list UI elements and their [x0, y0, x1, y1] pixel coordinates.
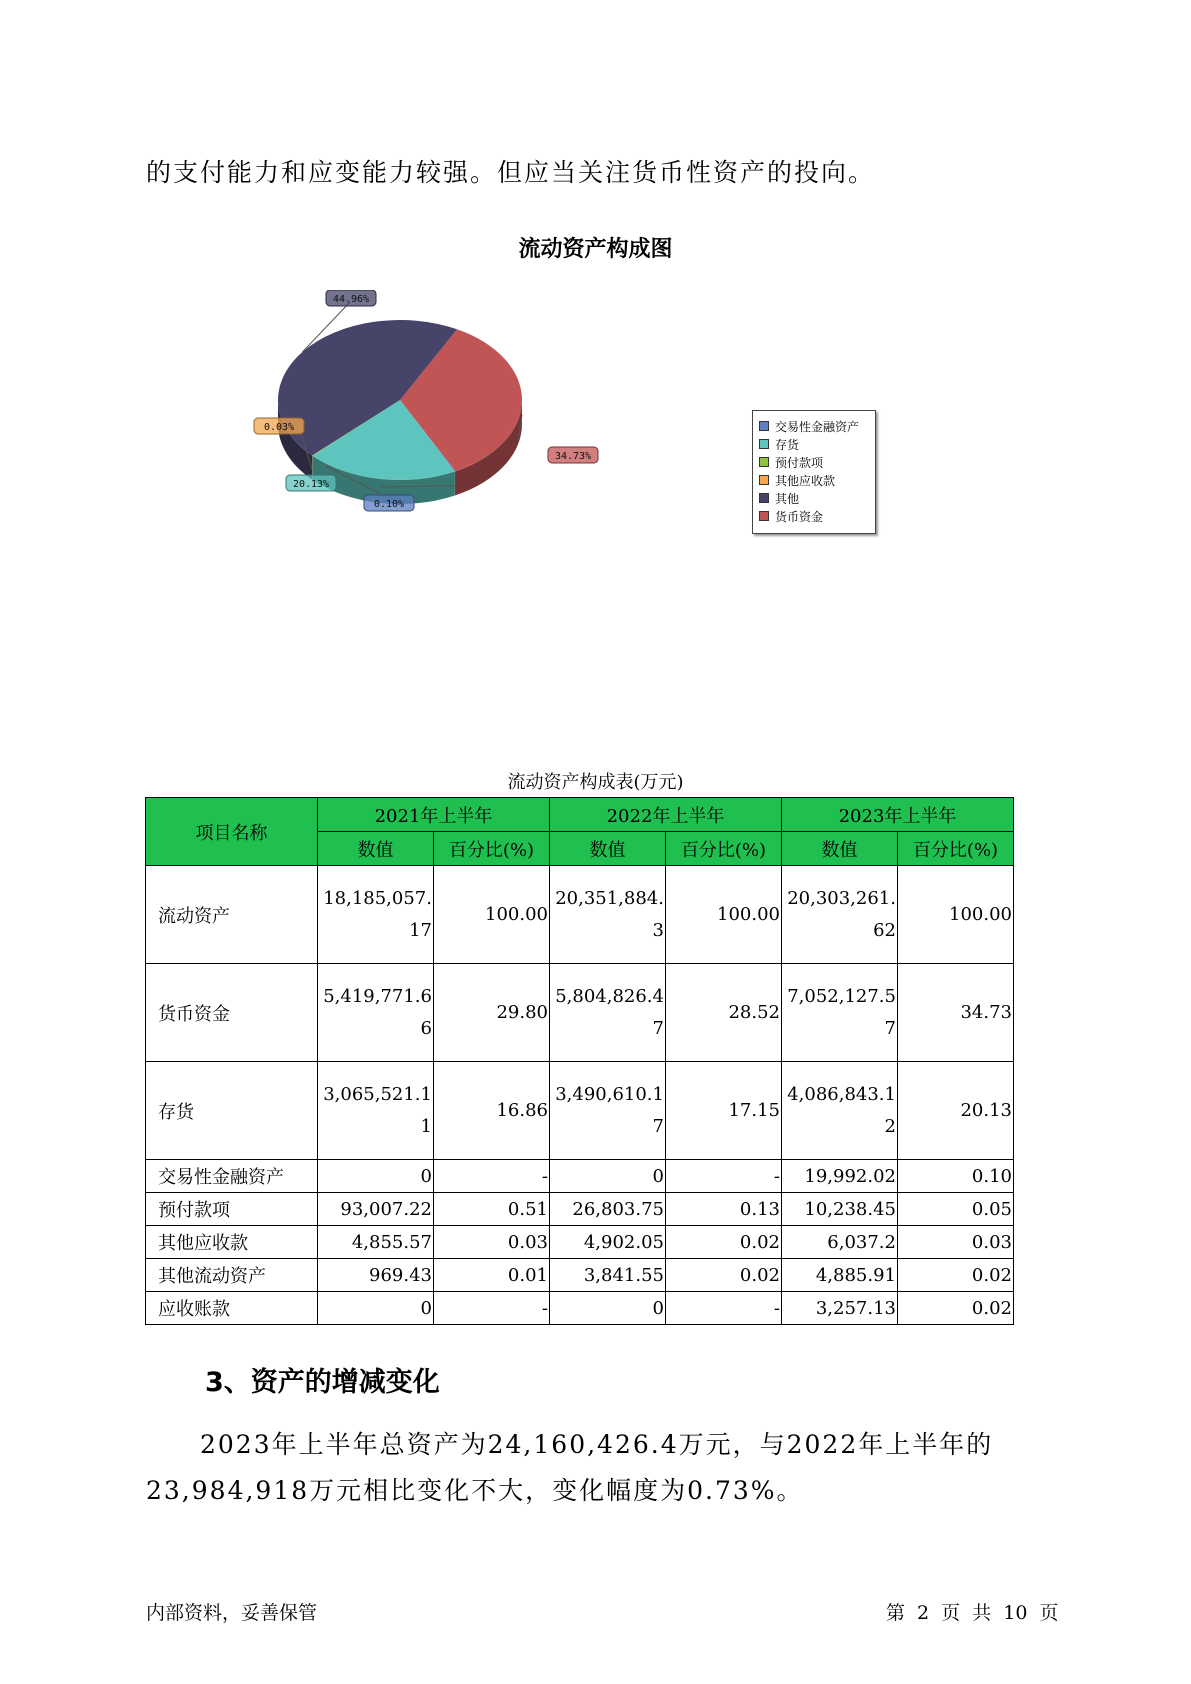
- table-row: [146, 1160, 1014, 1193]
- header-percent: 百分比(%): [434, 832, 550, 866]
- header-value: 数值: [318, 832, 434, 866]
- row-label: 其他应收款: [146, 1226, 318, 1259]
- pie-side-0: [455, 471, 456, 495]
- table-row: [146, 1292, 1014, 1325]
- value-cell: [318, 1259, 434, 1292]
- legend-label: 其他应收款: [775, 473, 836, 488]
- cell-text: 100.00: [717, 904, 780, 925]
- header-value: 数值: [782, 832, 898, 866]
- cell-text: -: [773, 1165, 780, 1187]
- chart-title: 流动资产构成图: [518, 237, 673, 262]
- cell-text: 0: [420, 1297, 432, 1319]
- percent-cell: [434, 1259, 550, 1292]
- cell-text: 19,992.02: [804, 1165, 896, 1187]
- value-cell: [318, 1193, 434, 1226]
- cell-text: 4,855.57: [351, 1231, 432, 1253]
- legend-item: [759, 417, 869, 435]
- table-body: [146, 866, 1014, 1325]
- cell-text: 28.52: [728, 1002, 780, 1023]
- cell-text: 3: [652, 919, 664, 941]
- table-row: [146, 1062, 1014, 1160]
- cell-text: 3,065,521.1: [323, 1083, 432, 1105]
- legend-swatch: [759, 475, 769, 485]
- row-label: 货币资金: [146, 964, 318, 1062]
- cell-text: 34.73: [960, 1002, 1012, 1023]
- pie-data-label: 0.10%: [373, 499, 405, 510]
- cell-text: 17.15: [728, 1100, 780, 1121]
- percent-cell: [434, 1062, 550, 1160]
- cell-text: 2: [884, 1115, 896, 1137]
- header-percent: 百分比(%): [666, 832, 782, 866]
- row-label: 其他流动资产: [146, 1259, 318, 1292]
- legend-swatch: [759, 421, 769, 431]
- value-cell: [318, 1292, 434, 1325]
- header-year-2021: 2021年上半年: [318, 798, 550, 832]
- value-cell: [550, 866, 666, 964]
- cell-text: 4,885.91: [815, 1264, 896, 1286]
- legend-label: 其他: [775, 491, 800, 506]
- value-cell: [782, 964, 898, 1062]
- percent-cell: [434, 964, 550, 1062]
- cell-text: 0: [420, 1165, 432, 1187]
- cell-text: 20.13: [960, 1100, 1012, 1121]
- cell-text: 1: [420, 1115, 432, 1137]
- legend-item: [759, 435, 869, 453]
- cell-text: 62: [873, 919, 896, 941]
- row-label: 应收账款: [146, 1292, 318, 1325]
- cell-text: 26,803.75: [572, 1198, 664, 1220]
- cell-text: 20,303,261.: [787, 887, 896, 909]
- value-cell: [782, 1062, 898, 1160]
- percent-cell: [666, 1226, 782, 1259]
- value-cell: [782, 1226, 898, 1259]
- value-cell: [782, 1292, 898, 1325]
- percent-cell: [434, 1292, 550, 1325]
- cell-text: 0: [652, 1165, 664, 1187]
- cell-text: 0.01: [507, 1264, 548, 1286]
- percent-cell: [898, 866, 1014, 964]
- value-cell: [550, 1259, 666, 1292]
- pie-data-label: 34.73%: [554, 451, 592, 462]
- value-cell: [782, 1160, 898, 1193]
- current-assets-table: [145, 797, 1014, 1325]
- cell-text: 0.02: [971, 1264, 1012, 1286]
- value-cell: [550, 1062, 666, 1160]
- value-cell: [782, 866, 898, 964]
- pie-top: [278, 320, 522, 480]
- percent-cell: [898, 964, 1014, 1062]
- percent-cell: [898, 1292, 1014, 1325]
- cell-text: 3,841.55: [583, 1264, 664, 1286]
- cell-text: -: [541, 1165, 548, 1187]
- cell-text: 0.51: [507, 1198, 548, 1220]
- paragraph-body-line1: 2023年上半年总资产为24,160,426.4万元，与2022年上半年的: [200, 1430, 994, 1459]
- cell-text: 6: [420, 1017, 432, 1039]
- table-caption: 流动资产构成表(万元): [507, 772, 684, 793]
- percent-cell: [666, 1062, 782, 1160]
- cell-text: -: [773, 1297, 780, 1319]
- table-row: [146, 866, 1014, 964]
- cell-text: 0.02: [739, 1264, 780, 1286]
- row-label: 交易性金融资产: [146, 1160, 318, 1193]
- legend-item: [759, 489, 869, 507]
- header-item-name: 项目名称: [146, 798, 318, 866]
- row-label: 预付款项: [146, 1193, 318, 1226]
- cell-text: 5,804,826.4: [555, 985, 664, 1007]
- percent-cell: [898, 1193, 1014, 1226]
- percent-cell: [898, 1226, 1014, 1259]
- cell-text: 7,052,127.5: [787, 985, 896, 1007]
- percent-cell: [898, 1160, 1014, 1193]
- cell-text: 6,037.2: [827, 1231, 896, 1253]
- cell-text: 20,351,884.: [555, 887, 664, 909]
- cell-text: 0.05: [971, 1198, 1012, 1220]
- pie-chart: [230, 290, 630, 550]
- table-row: [146, 964, 1014, 1062]
- value-cell: [550, 1193, 666, 1226]
- table-row: [146, 1259, 1014, 1292]
- percent-cell: [666, 1160, 782, 1193]
- cell-text: 7: [884, 1017, 896, 1039]
- legend-label: 货币资金: [775, 509, 824, 524]
- chart-legend: [752, 410, 876, 534]
- cell-text: 4,086,843.1: [787, 1083, 896, 1105]
- legend-label: 预付款项: [775, 455, 824, 470]
- value-cell: [782, 1193, 898, 1226]
- cell-text: 0.02: [971, 1297, 1012, 1319]
- cell-text: 29.80: [496, 1002, 548, 1023]
- footer-page-number: 第 2 页 共 10 页: [886, 1602, 1059, 1624]
- cell-text: 10,238.45: [804, 1198, 896, 1220]
- percent-cell: [666, 1193, 782, 1226]
- cell-text: 0.02: [739, 1231, 780, 1253]
- header-value: 数值: [550, 832, 666, 866]
- cell-text: 100.00: [949, 904, 1012, 925]
- legend-label: 存货: [775, 437, 800, 452]
- value-cell: [550, 1292, 666, 1325]
- cell-text: 93,007.22: [340, 1198, 432, 1220]
- percent-cell: [434, 1160, 550, 1193]
- percent-cell: [898, 1062, 1014, 1160]
- cell-text: 100.00: [485, 904, 548, 925]
- cell-text: 16.86: [496, 1100, 548, 1121]
- percent-cell: [898, 1259, 1014, 1292]
- cell-text: 3,257.13: [815, 1297, 896, 1319]
- legend-swatch: [759, 457, 769, 467]
- cell-text: 17: [409, 919, 432, 941]
- row-label: 存货: [146, 1062, 318, 1160]
- row-label: 流动资产: [146, 866, 318, 964]
- paragraph-body-line2: 23,984,918万元相比变化不大，变化幅度为0.73%。: [146, 1476, 804, 1505]
- table-row: [146, 1226, 1014, 1259]
- cell-text: 18,185,057.: [323, 887, 432, 909]
- percent-cell: [666, 1292, 782, 1325]
- cell-text: 0.13: [739, 1198, 780, 1220]
- percent-cell: [434, 866, 550, 964]
- value-cell: [318, 1062, 434, 1160]
- value-cell: [318, 964, 434, 1062]
- cell-text: 0: [652, 1297, 664, 1319]
- percent-cell: [666, 964, 782, 1062]
- value-cell: [550, 1226, 666, 1259]
- header-year-2023: 2023年上半年: [782, 798, 1014, 832]
- cell-text: 969.43: [369, 1264, 432, 1286]
- legend-swatch: [759, 511, 769, 521]
- percent-cell: [434, 1193, 550, 1226]
- pie-data-label: 20.13%: [292, 479, 330, 490]
- cell-text: 4,902.05: [583, 1231, 664, 1253]
- value-cell: [550, 964, 666, 1062]
- percent-cell: [434, 1226, 550, 1259]
- value-cell: [782, 1259, 898, 1292]
- percent-cell: [666, 1259, 782, 1292]
- value-cell: [318, 1160, 434, 1193]
- pie-data-label: 44.96%: [332, 294, 370, 305]
- cell-text: 0.10: [971, 1165, 1012, 1187]
- header-year-2022: 2022年上半年: [550, 798, 782, 832]
- cell-text: 7: [652, 1115, 664, 1137]
- legend-item: [759, 471, 869, 489]
- cell-text: 3,490,610.1: [555, 1083, 664, 1105]
- legend-item: [759, 453, 869, 471]
- table-row: [146, 1193, 1014, 1226]
- cell-text: 0.03: [971, 1231, 1012, 1253]
- section-heading: 3、资产的增减变化: [205, 1367, 440, 1398]
- legend-swatch: [759, 439, 769, 449]
- pie-data-label: 0.03%: [263, 422, 295, 433]
- header-percent: 百分比(%): [898, 832, 1014, 866]
- value-cell: [550, 1160, 666, 1193]
- legend-swatch: [759, 493, 769, 503]
- legend-item: [759, 507, 869, 525]
- value-cell: [318, 866, 434, 964]
- value-cell: [318, 1226, 434, 1259]
- footer-left: 内部资料，妥善保管: [146, 1602, 318, 1624]
- cell-text: 0.03: [507, 1231, 548, 1253]
- cell-text: -: [541, 1297, 548, 1319]
- cell-text: 7: [652, 1017, 664, 1039]
- legend-label: 交易性金融资产: [775, 419, 860, 434]
- paragraph-top: 的支付能力和应变能力较强。但应当关注货币性资产的投向。: [146, 158, 876, 187]
- percent-cell: [666, 866, 782, 964]
- cell-text: 5,419,771.6: [323, 985, 432, 1007]
